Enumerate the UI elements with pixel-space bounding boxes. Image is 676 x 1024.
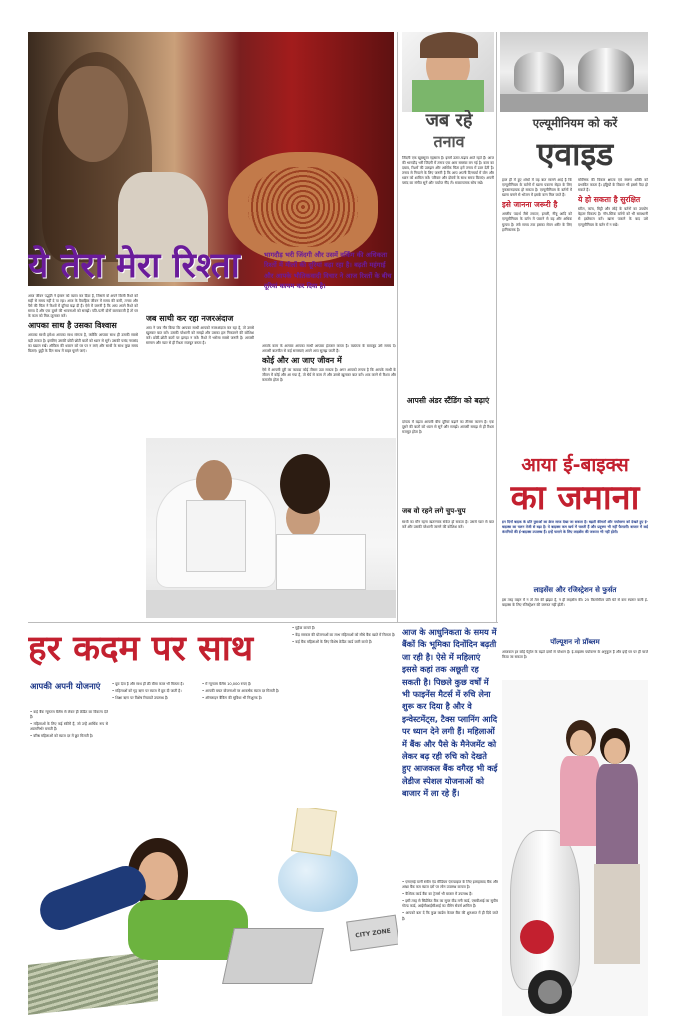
ebikes-paragraph-1: इस तरह वाहन में न तो तेल की झंझट है, न ही लाइसेंस की। 25 किलोमीटर प्रति घंटे से कम रफ्तार वाली ई-बाइक्स के लिए रजिस्ट्रेशन की जरूरत नहीं होती। <box>502 598 648 608</box>
banks-item: • वैश्विक कार्ड बैंक का ट्रेजर्स भी बाजार में उपलब्ध हैं। <box>402 892 498 897</box>
aluminium-col2-subheading: ये हो सकता है सुरक्षित <box>578 195 641 205</box>
saath-col2-item: • शिक्षा ऋण पर विशेष रियायतें उपलब्ध हैं। <box>112 696 196 701</box>
saath-col3-item: • में न्यूनतम बैलेंस 10,000 रुपए है। <box>202 682 288 687</box>
rishta-col3-subheading: कोई और आ जाए जीवन में <box>262 356 342 366</box>
kettles-photo <box>500 32 648 112</box>
saath-col1-item: • कई बैंक न्यूनतम बैलेंस से लेकर ही क्रेडिट का विकल्प देते हैं। <box>30 710 108 720</box>
rishta-deck: भागदौड़ भरी जिंदगी और उसमें वर्किंग की अधिकता रिश्तों में मीलों की दूरियां बढ़ा रहा है। बढ़ती महंगाई और आपके भौतिकवादी विचार ने आज रिश्तों के बीच दूरियां कायम कर दिया है। <box>264 251 392 291</box>
saath-col2-item: • छूट देता है और साथ ही फ्री बीमा कवर भी मिलता है। <box>112 682 196 687</box>
rishta-col1-paragraph-2: आपका साथी हमेशा आपका साथ मांगता है, क्योंकि आपका साथ ही उसकी सबसे बड़ी ताकत है। इसलिए उसकी छोटी छोटी बातों को ध्यान से सुनें। उसकी पसंद नापसंद का ख्याल रखें। ऑफिस की थकान को घर पर न लाएं और साथी के साथ कुछ समय बिताएं। छुट्टी के दिन साथ में बाहर घूमने जाएं। <box>28 333 138 353</box>
saath-col4-item: • कई बैंक महिलाओं के लिए विशेष क्रेडिट कार्ड जारी करते हैं। <box>292 640 396 645</box>
banks-lead: आज के आधुनिकता के समय में बैंकों कि भूमिका दिनोंदिन बढ़ती जा रही है। ऐसे में महिलाएं इससे कहां तक अछूती रह सकती है। पिछले कुछ वर्षों में भी फाइनेंस मैटर्स में रुचि लेना शुरू कर दिया है और वे इन्वेस्टमेंट्स, टैक्स प्लानिंग आदि पर ध्यान देने लगी हैं। महिलाओं में बैंक और पैसे के मैनेजमेंट को लेकर बढ़ रही रुचि को देखते हुए आजकल बैंक वगैरह भी कई लेडीज स्पेशल योजनाओं को बाजार में ला रहे हैं। <box>402 627 498 799</box>
rishta-col3-paragraph-2: ऐसे में आपसी दूरी का फायदा कोई तीसरा उठा सकता है। अगर आपको लगता है कि आपके साथी के जीवन में कोई और आ गया है, तो धैर्य से काम लें और उससे खुलकर बात करें। शक करने से रिश्ता और कमजोर होता है। <box>262 368 396 383</box>
rishta-col1-paragraph-1: आज जीवन पद्धति ने इंसान को व्यस्त कर दिया है, जिससे वो अपने किसी रिश्ते को सही से समय नहीं दे पा रहा। आज के वैवाहिक जीवन में समय की कमी, तनाव और पैसे की चिंता ने रिश्तों में दूरियां बढ़ा दी हैं। ऐसे में जरूरी है कि आप अपने रिश्ते को समय दें और एक दूसरे की भावनाओं को समझें। पति-पत्नी दोनों कामकाजी हैं तो घर के काम को मिल-जुलकर करें। <box>28 294 138 319</box>
tension-body <box>402 156 494 396</box>
banks-items <box>402 880 498 1016</box>
tension-paragraph-2: दांपत्य में बढ़ता आपसी बीच दूरियां बढ़ाने का तीसरा कारण है। एक दूसरे की बातों को ध्यान से सुनें और समझें। आपसी समझ से ही रिश्ता मजबूत होता है। <box>402 420 494 435</box>
banks-item: • एसएमई यानी स्मॉल एंड मीडियम एंटरप्राइज के लिए इलाहाबाद बैंक और आंध्रा बैंक कम ब्याज दरों पर लोन उपलब्ध कराता है। <box>402 880 498 890</box>
rishta-column-1 <box>28 294 138 516</box>
aluminium-col2-paragraph-1: मस्तिष्क की विकार क्षमता एवं स्मरण शक्ति को प्रभावित करता है। हड्डियों के विकार भी इससे पैदा हो सकते हैं। <box>578 178 648 193</box>
banks-item: • इसी तरह से सिंडीकेट बैंक का सुपर वीड मनी कार्ड, एसबीआई का सुपीम गोल्ड कार्ड, आईसीआईसीआई का वीमेन सेवर्स शामिल हैं। <box>402 899 498 909</box>
saath-col4-item: • मुहैया कराते हैं। <box>292 626 396 631</box>
aluminium-column-2 <box>578 178 648 450</box>
saath-col3-item: • ऑनलाइन बैंकिंग की सुविधा भी निःशुल्क है। <box>202 696 288 701</box>
ebikes-headline-2: का जमाना <box>510 478 640 518</box>
couple-photo <box>146 438 396 618</box>
tension-body-3 <box>402 520 494 620</box>
aluminium-col1-paragraph-1: हाल ही में हुए शोधों में यह बात सामने आई है कि एल्यूमीनियम के बर्तनों में खाना पकाना सेहत के लिए नुकसानदायक हो सकता है। एल्यूमीनियम के बर्तनों में खाना बनाने से भोजन में इसके कण मिल जाते हैं। <box>502 178 572 198</box>
savings-photo <box>28 808 398 1016</box>
tension-subheading-1: आपसी अंडर स्टैंडिंग को बढ़ाएं <box>406 396 490 405</box>
ebikes-body-2 <box>502 650 648 678</box>
rishta-col2-paragraph-1: आप ने जब गौर किया कि आपका साथी आपको नजरअंदाज कर रहा है, तो उससे खुलकर बात करें। उसकी परेशानी को समझें और उसका हल निकालने की कोशिश करें। छोटी-छोटी बातों पर झगड़ा न करें। रिश्ते में भरोसा सबसे जरूरी है। आपसी सम्मान और प्यार से ही रिश्ता मजबूत बनता है। <box>146 326 254 346</box>
tension-paragraph-1: जिंदगी एक खूबसूरत एहसास है। इसमें उतार-चढ़ाव आते रहते हैं। आज की भागदौड़ भरी जिंदगी में तनाव एक आम समस्या बन गई है। काम का दबाव, रिश्तों की उलझन और आर्थिक चिंता हमें तनाव में डाल देती है। तनाव से निपटने के लिए जरूरी है कि आप अपनी दिनचर्या में योग और ध्यान को शामिल करें। परिवार और दोस्तों के साथ समय बिताएं। अपनी पसंद का संगीत सुनें और पर्याप्त नींद लें। सकारात्मक सोच रखें। <box>402 156 494 186</box>
ebikes-headline-1: आया ई-बाइक्स <box>521 454 629 476</box>
rishta-col3-paragraph-1: आपके काम के अलावा आपका साथी आपका इंतजार करता है। व्यस्तता के बावजूद उसे समय दें। आपसी बातचीत से कई समस्याएं अपने आप सुलझ जाती हैं। <box>262 344 396 354</box>
saath-col3-item: • आपकी बचत योजनाओं पर आकर्षक ब्याज दर मिलती है। <box>202 689 288 694</box>
saath-col4-item: • केंद्र सरकार की योजनाओं का लाभ महिलाओं को सीधे बैंक खाते में मिलता है। <box>292 633 396 638</box>
saath-col1-item: • वरिष्ठ महिलाओं को ब्याज दर में छूट मिलती है। <box>30 734 108 739</box>
ebike-photo <box>502 680 648 1016</box>
aluminium-headline-2: एवाइड <box>536 135 614 173</box>
ebikes-intro <box>502 520 648 582</box>
saath-column-1 <box>30 710 108 806</box>
saath-subheading: आपकी अपनी योजनाएं <box>30 681 101 691</box>
tension-body-2 <box>402 420 494 506</box>
rishta-headline: ये तेरा मेरा रिश्ता <box>28 246 240 286</box>
ebikes-body-1 <box>502 598 648 634</box>
tension-paragraph-3: साथी का मौन रहना खतरनाक संकेत हो सकता है। उससे प्यार से बात करें और उसकी परेशानी जानने की कोशिश करें। <box>402 520 494 530</box>
aluminium-column-1 <box>502 178 572 450</box>
rishta-column-3 <box>262 344 396 438</box>
tension-headline-2: तनाव <box>433 132 465 151</box>
banks-item: • आपको बता दें कि कुछ कार्डस केवल बैंक की शुरुआत में ही दिये जाते हैं। <box>402 911 498 921</box>
saath-column-2 <box>112 682 196 806</box>
rishta-column-2 <box>146 312 254 440</box>
ebikes-paragraph-2: आजकल हर कोई पेट्रोल के बढ़ते दामों से परेशान है। ई-बाइक्स पर्यावरण के अनुकूल हैं और इन्हें घर पर ही चार्ज किया जा सकता है। <box>502 650 648 660</box>
aluminium-col2-paragraph-2: स्टील, कांच, मिट्टी और लोहे के बर्तनों का उपयोग बेहतर विकल्प है। नॉन-स्टिक बर्तनों को भी सावधानी से इस्तेमाल करें। खाना पकाने के बाद उसे एल्यूमीनियम के बर्तन में न रखें। <box>578 207 648 227</box>
aluminium-col1-subheading: इसे जानना जरूरी है <box>502 200 558 210</box>
rishta-col1-subheading: आपका साथ है उसका विश्वास <box>28 321 117 331</box>
ebikes-subheading-1: लाइसेंस और रजिस्ट्रेशन से फुर्सत <box>533 586 617 594</box>
aluminium-headline-1: एल्यूमीनियम को करें <box>532 116 618 130</box>
city-zone-label: CITY ZONE <box>354 927 392 940</box>
rishta-col2-subheading: जब साथी कर रहा नजरअंदाज <box>146 314 234 323</box>
saath-column-4 <box>292 626 396 806</box>
tension-subheading-2: जब वो रहने लगे चुप-चुप <box>402 507 466 515</box>
ebikes-subheading-2: पॉल्यूशन नो प्रॉब्लम <box>550 638 600 646</box>
rule <box>397 32 398 622</box>
saath-col1-item: • महिलाओं के लिए कई स्कीमें हैं, जो उन्हें आर्थिक रूप से आत्मनिर्भर बनाती हैं। <box>30 722 108 732</box>
aluminium-col1-paragraph-2: अम्लीय पदार्थ जैसे टमाटर, इमली, नींबू आदि को एल्यूमीनियम के बर्तन में पकाने से यह और अधिक घुलता है। लंबे समय तक इसका सेवन शरीर के लिए हानिकारक है। <box>502 212 572 232</box>
rule <box>28 622 498 623</box>
ebikes-intro-paragraph: इन दिनों बाइक के प्रति युवाओं का क्रेज साफ देखा जा सकता है। बढ़ती कीमतों और पर्यावरण को देखते हुए ई-बाइक्स का चलन तेजी से बढ़ा है। ये बाइक्स कम खर्च में चलती हैं और प्रदूषण भी नहीं फैलातीं। बाजार में कई कंपनियों की ई-बाइक्स उपलब्ध हैं। इन्हें चलाने के लिए लाइसेंस की जरूरत भी नहीं होती। <box>502 520 648 535</box>
saath-column-3 <box>202 682 288 806</box>
tension-headline-1: जब रहे <box>425 110 473 131</box>
rule <box>496 32 497 622</box>
tension-photo <box>402 32 494 112</box>
saath-headline: हर कदम पर साथ <box>28 629 254 669</box>
saath-col2-item: • महिलाओं को गृह ऋण पर ब्याज में छूट दी जाती है। <box>112 689 196 694</box>
